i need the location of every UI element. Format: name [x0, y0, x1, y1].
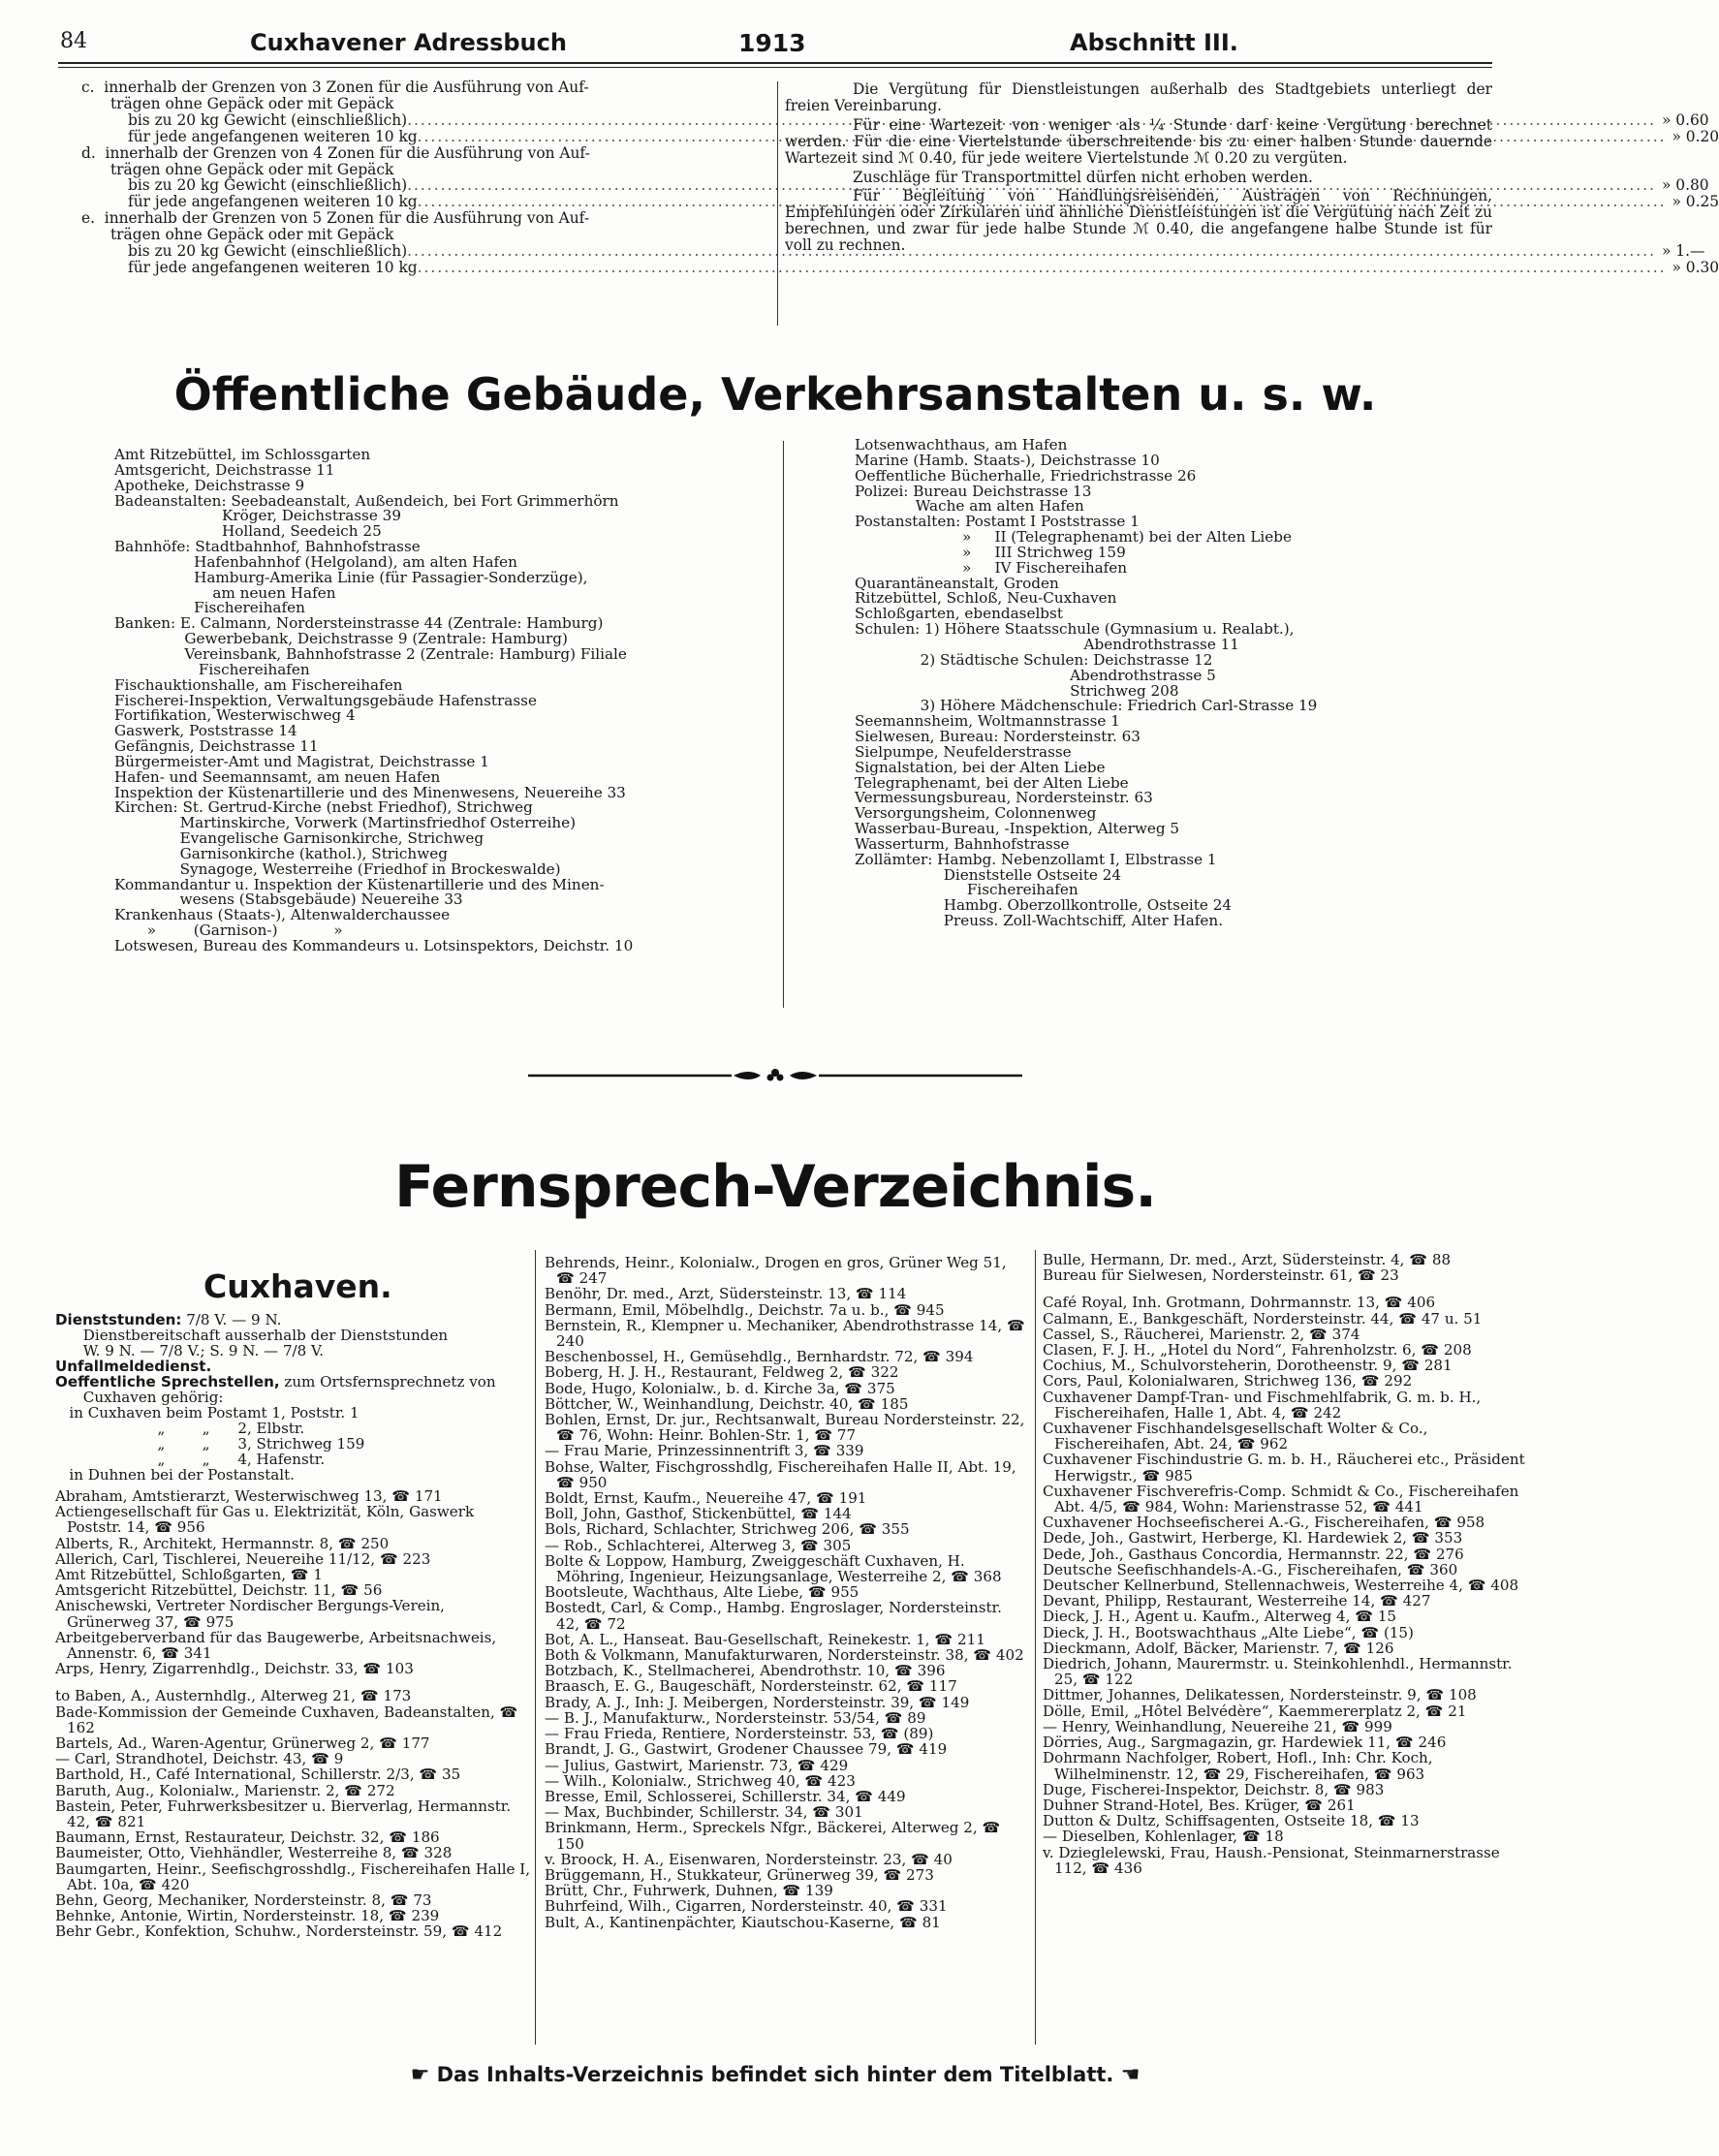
phone-entry: Cassel, S., Räucherei, Marienstr. 2, ☎ 374 [1043, 1325, 1360, 1343]
phone-entry: — Frau Frieda, Rentiere, Nordersteinstr. 53, ☎ (89) [545, 1725, 934, 1743]
building-entry: 3) Höhere Mädchenschule: Friedrich Carl-Strasse 19 [855, 697, 1318, 715]
building-entry: Kröger, Deichstrasse 39 [114, 507, 401, 525]
phone-intro-text: „ „ 2, Elbstr. [55, 1420, 305, 1437]
tariff-price-row [81, 193, 1719, 211]
phone-entry: — Max, Buchbinder, Schillerstr. 34, ☎ 301 [545, 1803, 863, 1822]
building-entry: Wache am alten Hafen [855, 497, 1084, 516]
building-entry: 2) Städtische Schulen: Deichstrasse 12 [855, 650, 1213, 669]
phone-entry: Boldt, Ernst, Kaufm., Neuereihe 47, ☎ 191 [545, 1489, 867, 1508]
column-divider [535, 1250, 536, 2045]
phone-intro-line [55, 1343, 532, 1359]
ornament-icon [528, 1069, 1022, 1082]
phone-entry: Behn, Georg, Mechaniker, Nordersteinstr. 8, ☎ 73 [55, 1891, 432, 1910]
phone-intro-line [55, 1405, 532, 1421]
phone-entry: Calmann, E., Bankgeschäft, Nordersteinstr. 44, ☎ 47 u. 51 [1043, 1309, 1483, 1328]
building-entry: Kirchen: St. Gertrud-Kirche (nebst Friedhof), Strichweg [114, 798, 533, 817]
building-entry: Hafenbahnhof (Helgoland), am alten Hafen [114, 552, 517, 571]
building-entry: Schulen: 1) Höhere Staatsschule (Gymnasium u. Realabt.), [855, 620, 1295, 639]
phone-entry: Dieck, J. H., Agent u. Kaufm., Alterweg 4, ☎ 15 [1043, 1608, 1397, 1626]
tariff-line: e. innerhalb der Grenzen von 5 Zonen für die Ausführung von Auf- [81, 209, 590, 228]
header-rule-thin [58, 67, 1492, 68]
phone-intro-text: in Duhnen bei der Postanstalt. [55, 1466, 295, 1484]
city-heading: Cuxhaven. [203, 1267, 392, 1305]
tariff-price: » 0.60 [1661, 110, 1709, 129]
phone-entry: to Baben, A., Austernhdlg., Alterweg 21, ☎ 173 [55, 1687, 412, 1705]
building-entry: Postanstalten: Postamt I Poststrasse 1 [855, 513, 1140, 531]
phone-entry: Cuxhavener Fischhandelsgesellschaft Wolter & Co., Fischereihafen, Abt. 24, ☎ 962 [1043, 1420, 1428, 1453]
phone-entry: v. Broock, H. A., Eisenwaren, Nordersteinstr. 23, ☎ 40 [545, 1850, 953, 1868]
phone-entry: Bulle, Hermann, Dr. med., Arzt, Südersteinstr. 4, ☎ 88 [1043, 1251, 1452, 1268]
building-entry: Abendrothstrasse 11 [855, 635, 1239, 653]
phone-entry: Bootsleute, Wachthaus, Alte Liebe, ☎ 955 [545, 1583, 860, 1602]
phone-intro-line [55, 1421, 532, 1436]
phone-entry: Cuxhavener Fischindustrie G. m. b. H., Räucherei etc., Präsident Herwigstr., ☎ 985 [1043, 1451, 1525, 1484]
phone-entry: Allerich, Carl, Tischlerei, Neuereihe 11/12, ☎ 223 [55, 1549, 431, 1568]
building-entry: Fischauktionshalle, am Fischereihafen [114, 675, 403, 694]
tariff-line: trägen ohne Gepäck oder mit Gepäck [110, 94, 394, 112]
phone-entry: — Rob., Schlachterei, Alterweg 3, ☎ 305 [545, 1536, 852, 1554]
phone-entry: v. Dzieglelewski, Frau, Haush.-Pensionat, Steinmarnerstrasse 112, ☎ 436 [1043, 1843, 1500, 1877]
building-entry: Seemannsheim, Woltmannstrasse 1 [855, 712, 1120, 731]
building-entry: Kommandantur u. Inspektion der Küstenartillerie und des Minen- [114, 875, 605, 893]
building-entry: Dienststelle Ostseite 24 [855, 865, 1122, 884]
tariff-notes [785, 81, 1492, 257]
building-entry: Fischereihafen [114, 599, 305, 617]
phone-entry: Boll, John, Gasthof, Stickenbüttel, ☎ 144 [545, 1505, 852, 1523]
tariff-paragraph: Die Vergütung für Dienstleistungen außerhalb des Stadtgebiets unterliegt der freien Vereinbarung. [785, 80, 1492, 114]
phone-intro [55, 1312, 532, 1483]
phone-entry: Bode, Hugo, Kolonialw., b. d. Kirche 3a, ☎ 375 [545, 1379, 895, 1397]
phone-intro-text: 7/8 V. — 9 N. [181, 1311, 282, 1328]
phone-entry: — Carl, Strandhotel, Deichstr. 43, ☎ 9 [55, 1750, 344, 1768]
phone-intro-line [55, 1359, 532, 1374]
phone-entry: Bohse, Walter, Fischgrosshdlg, Fischereihafen Halle II, Abt. 19, ☎ 950 [545, 1457, 1016, 1491]
phone-entry: Devant, Philipp, Restaurant, Westerreihe 14, ☎ 427 [1043, 1592, 1431, 1610]
phone-entry: Botzbach, K., Stellmacherei, Abendrothstr. 10, ☎ 396 [545, 1662, 946, 1680]
building-entry: Fortifikation, Westerwischweg 4 [114, 706, 356, 725]
phone-entry: — Wilh., Kolonialw., Strichweg 40, ☎ 423 [545, 1771, 856, 1790]
building-entry: Schloßgarten, ebendaselbst [855, 605, 1063, 623]
phone-entry: Bols, Richard, Schlachter, Strichweg 206, ☎ 355 [545, 1520, 910, 1539]
phone-entry: Bernstein, R., Klempner u. Mechaniker, Abendrothstrasse 14, ☎ 240 [545, 1316, 1025, 1351]
buildings-list-right [855, 438, 1514, 929]
building-entry: Signalstation, bei der Alten Liebe [855, 758, 1106, 776]
footer-note [0, 2063, 1550, 2087]
tariff-line: c. innerhalb der Grenzen von 3 Zonen für die Ausführung von Auf- [81, 78, 589, 96]
building-entry: Marine (Hamb. Staats-), Deichstrasse 10 [855, 451, 1160, 469]
phone-entry: Bostedt, Carl, & Comp., Hambg. Engroslager, Nordersteinstr. 42, ☎ 72 [545, 1599, 1002, 1633]
building-entry: Holland, Seedeich 25 [114, 522, 382, 541]
building-entry: Banken: E. Calmann, Nordersteinstrasse 44 (Zentrale: Hamburg) [114, 614, 604, 633]
building-entry: Sielpumpe, Neufelderstrasse [855, 742, 1072, 761]
building-entry: » II (Telegraphenamt) bei der Alten Liebe [855, 528, 1292, 547]
phone-entry: Bartels, Ad., Waren-Agentur, Grünerweg 2, ☎ 177 [55, 1734, 430, 1753]
building-entry: Vereinsbank, Bahnhofstrasse 2 (Zentrale: Hamburg) Filiale [114, 644, 627, 663]
building-entry: Evangelische Garnisonkirche, Strichweg [114, 829, 484, 848]
phone-intro-line [55, 1390, 532, 1405]
building-entry: Gaswerk, Poststrasse 14 [114, 722, 297, 740]
phone-column-3 [1043, 1252, 1531, 1876]
building-entry: Hafen- und Seemannsamt, am neuen Hafen [114, 767, 441, 786]
phone-entry: Böttcher, W., Weinhandlung, Deichstr. 40, ☎ 185 [545, 1394, 909, 1413]
phone-entry: Cochius, M., Schulvorsteherin, Dorotheenstr. 9, ☎ 281 [1043, 1357, 1453, 1375]
phone-entry: Actiengesellschaft für Gas u. Elektrizität, Köln, Gaswerk Poststr. 14, ☎ 956 [55, 1503, 475, 1537]
phone-entry: Both & Volkmann, Manufakturwaren, Nordersteinstr. 38, ☎ 402 [545, 1646, 1024, 1665]
phone-entry: Bastein, Peter, Fuhrwerksbesitzer u. Bierverlag, Hermannstr. 42, ☎ 821 [55, 1797, 512, 1831]
building-entry: Abendrothstrasse 5 [855, 666, 1216, 684]
building-entry: Wasserbau-Bureau, -Inspektion, Alterweg 5 [855, 820, 1180, 838]
phone-intro-text: in Cuxhaven beim Postamt 1, Poststr. 1 [55, 1404, 359, 1422]
phone-entry: Behnke, Antonie, Wirtin, Nordersteinstr. 18, ☎ 239 [55, 1907, 440, 1925]
tariff-price: » 0.80 [1661, 176, 1709, 195]
phone-entry: Baumann, Ernst, Restaurateur, Deichstr. 32, ☎ 186 [55, 1828, 440, 1847]
phone-entry: Alberts, R., Architekt, Hermannstr. 8, ☎ 250 [55, 1534, 390, 1552]
phone-entry: Brandt, J. G., Gastwirt, Grodener Chaussee 79, ☎ 419 [545, 1740, 948, 1759]
phone-entry: Dutton & Dultz, Schiffsagenten, Ostseite 18, ☎ 13 [1043, 1812, 1420, 1830]
phone-entry: Brüggemann, H., Stukkateur, Grünerweg 39, ☎ 273 [545, 1865, 934, 1884]
phone-entry: Beschenbossel, H., Gemüsehdlg., Bernhardstr. 72, ☎ 394 [545, 1348, 974, 1366]
column-divider [1035, 1250, 1036, 2045]
building-entry: Sielwesen, Bureau: Nordersteinstr. 63 [855, 728, 1141, 746]
building-entry: Quarantäneanstalt, Groden [855, 574, 1059, 592]
building-entry: Zollämter: Hambg. Nebenzollamt I, Elbstrasse 1 [855, 850, 1217, 868]
column-divider [783, 441, 784, 1008]
pointing-hand-icon: ☛ [410, 2063, 430, 2087]
building-entry: Vermessungsbureau, Nordersteinstr. 63 [855, 789, 1153, 807]
phone-entry: Arbeitgeberverband für das Baugewerbe, Arbeitsnachweis, Annenstr. 6, ☎ 341 [55, 1628, 497, 1663]
phone-entry: — Dieselben, Kohlenlager, ☎ 18 [1043, 1828, 1284, 1846]
section-heading-phone: Fernsprech-Verzeichnis. [393, 1153, 1156, 1221]
section-heading-buildings: Öffentliche Gebäude, Verkehrsanstalten u. s. w. [173, 368, 1377, 421]
tariff-line: d. innerhalb der Grenzen von 4 Zonen für die Ausführung von Auf- [81, 143, 590, 162]
phone-entry: Deutsche Seefischhandels-A.-G., Fischereihafen, ☎ 360 [1043, 1560, 1458, 1578]
page-number: 84 [60, 29, 87, 53]
tariff-label: bis zu 20 kg Gewicht (einschließlich) [128, 176, 408, 195]
phone-entry: Dörries, Aug., Sargmagazin, gr. Hardewiek 11, ☎ 246 [1043, 1734, 1447, 1752]
phone-intro-label: Unfallmeldedienst. [55, 1358, 212, 1375]
phone-entry: Dede, Joh., Gasthaus Concordia, Hermannstr. 22, ☎ 276 [1043, 1545, 1464, 1563]
building-entry: Polizei: Bureau Deichstrasse 13 [855, 482, 1092, 500]
phone-entry: Bolte & Loppow, Hamburg, Zweiggeschäft Cuxhaven, H. Möhring, Ingenieur, Heizungsanlage, Westerreihe 2, ☎ 368 [545, 1551, 1002, 1586]
building-entry: Oeffentliche Bücherhalle, Friedrichstrasse 26 [855, 466, 1197, 484]
phone-entry: Baumeister, Otto, Viehhändler, Westerreihe 8, ☎ 328 [55, 1844, 453, 1862]
building-entry: Wasserturm, Bahnhofstrasse [855, 834, 1070, 853]
pointing-hand-icon: ☚ [1120, 2063, 1141, 2087]
phone-entry: — Frau Marie, Prinzessinnentrift 3, ☎ 339 [545, 1442, 864, 1460]
phone-intro-text: zum Ortsfernsprechnetz von [279, 1373, 496, 1390]
phone-intro-text: „ „ 3, Strichweg 159 [55, 1435, 365, 1453]
phone-entry: Bermann, Emil, Möbelhdlg., Deichstr. 7a u. b., ☎ 945 [545, 1300, 945, 1319]
phone-entry: Brinkmann, Herm., Spreckels Nfgr., Bäckerei, Alterweg 2, ☎ 150 [545, 1819, 1001, 1853]
phone-entry: Baruth, Aug., Kolonialw., Marienstr. 2, ☎ 272 [55, 1781, 395, 1799]
building-entry: Preuss. Zoll-Wachtschiff, Alter Hafen. [855, 912, 1224, 930]
phone-entry: Cuxhavener Fischverefris-Comp. Schmidt & Co., Fischereihafen Abt. 4/5, ☎ 984, Wohn: Marienstrasse 52, ☎ 441 [1043, 1482, 1519, 1516]
phone-entry: — B. J., Manufakturw., Nordersteinstr. 53/54, ☎ 89 [545, 1708, 926, 1727]
phone-entry: Bot, A. L., Hanseat. Bau-Gesellschaft, Reinekestr. 1, ☎ 211 [545, 1630, 985, 1648]
phone-entry: Braasch, E. G., Baugeschäft, Nordersteinstr. 62, ☎ 117 [545, 1677, 957, 1696]
tariff-label: für jede angefangenen weiteren 10 kg [128, 258, 418, 276]
phone-entry: Buhrfeind, Wilh., Cigarren, Nordersteinstr. 40, ☎ 331 [545, 1897, 948, 1916]
phone-intro-line [55, 1328, 532, 1343]
tariff-price: » 0.20 [1672, 127, 1719, 145]
phone-entry: Dieck, J. H., Bootswachthaus „Alte Liebe“, ☎ (15) [1043, 1623, 1414, 1641]
building-entry: Strichweg 208 [855, 681, 1179, 700]
phone-intro-label: Dienststunden: [55, 1311, 182, 1328]
phone-entry: Abraham, Amtstierarzt, Westerwischweg 13, ☎ 171 [55, 1487, 443, 1505]
phone-entry: Dölle, Emil, „Hôtel Belvédère“, Kaemmererplatz 2, ☎ 21 [1043, 1702, 1467, 1720]
phone-entry: Bureau für Sielwesen, Nordersteinstr. 61, ☎ 23 [1043, 1266, 1399, 1285]
tariff-label: für jede angefangenen weiteren 10 kg [128, 127, 418, 145]
building-entry: Ritzebüttel, Schloß, Neu-Cuxhaven [855, 589, 1117, 608]
phone-entry: Baumgarten, Heinr., Seefischgrosshdlg., Fischereihafen Halle I, Abt. 10a, ☎ 420 [55, 1859, 531, 1893]
phone-intro-text: W. 9 N. — 7/8 V.; S. 9 N. — 7/8 V. [55, 1342, 325, 1359]
building-entry: Fischereihafen [114, 660, 310, 678]
phone-entry: Dieckmann, Adolf, Bäcker, Marienstr. 7, ☎ 126 [1043, 1639, 1394, 1657]
running-title: Cuxhavener Adressbuch [250, 29, 567, 56]
running-year: 1913 [738, 29, 806, 57]
phone-entry: Brady, A. J., Inh: J. Meibergen, Nordersteinstr. 39, ☎ 149 [545, 1693, 970, 1711]
building-entry: Lotsenwachthaus, am Hafen [855, 436, 1068, 453]
phone-column-1 [55, 1488, 532, 1940]
tariff-line: trägen ohne Gepäck oder mit Gepäck [110, 160, 394, 178]
tariff-price-row [81, 127, 1719, 145]
phone-entry: Behr Gebr., Konfektion, Schuhw., Nordersteinstr. 59, ☎ 412 [55, 1922, 503, 1941]
phone-entry: Benöhr, Dr. med., Arzt, Südersteinstr. 13, ☎ 114 [545, 1285, 907, 1303]
building-entry: » III Strichweg 159 [855, 543, 1126, 561]
tariff-label: bis zu 20 kg Gewicht (einschließlich) [128, 110, 408, 129]
building-entry: Fischereihafen [855, 881, 1078, 899]
building-entry: Inspektion der Küstenartillerie und des Minenwesens, Neuereihe 33 [114, 783, 626, 801]
phone-entry: Cuxhavener Hochseefischerei A.-G., Fischereihafen, ☎ 958 [1043, 1514, 1485, 1532]
phone-entry: Boberg, H. J. H., Restaurant, Feldweg 2, ☎ 322 [545, 1363, 899, 1382]
running-section: Abschnitt III. [1070, 29, 1238, 56]
building-entry: Badeanstalten: Seebadeanstalt, Außendeich, bei Fort Grimmerhörn [114, 491, 619, 510]
tariff-paragraph: Für eine Wartezeit von weniger als ¼ Stunde darf keine Vergütung berechnet werden. Für die eine Viertelstunde überschreitende bis zu einer halben Stunde dauernde Wartezeit sind ℳ 0.40, für jede weitere Viertelstunde ℳ 0.20 zu vergüten. [785, 115, 1492, 167]
building-entry: Krankenhaus (Staats-), Altenwalderchaussee [114, 906, 451, 924]
tariff-label: für jede angefangenen weiteren 10 kg [128, 193, 418, 211]
building-entry: » (Garnison-) » [114, 922, 343, 940]
building-entry: Telegraphenamt, bei der Alten Liebe [855, 773, 1129, 792]
footer-text: Das Inhalts-Verzeichnis befindet sich hinter dem Titelblatt. [436, 2063, 1114, 2086]
tariff-paragraph: Zuschläge für Transportmittel dürfen nicht erhoben werden. [853, 168, 1313, 186]
phone-intro-line [55, 1312, 532, 1328]
tariff-price-row [81, 242, 1705, 261]
building-entry: Bürgermeister-Amt und Magistrat, Deichstrasse 1 [114, 752, 489, 770]
phone-entry: Brütt, Chr., Fuhrwerk, Duhnen, ☎ 139 [545, 1882, 833, 1900]
building-entry: » IV Fischereihafen [855, 558, 1128, 577]
phone-entry: Bohlen, Ernst, Dr. jur., Rechtsanwalt, Bureau Nordersteinstr. 22, ☎ 76, Wohn: Heinr. Bohlen-Str. 1, ☎ 77 [545, 1411, 1025, 1445]
tariff-price: » 0.30 [1672, 258, 1719, 276]
phone-column-2 [545, 1255, 1029, 1930]
phone-entry: Barthold, H., Café International, Schillerstr. 2/3, ☎ 35 [55, 1765, 461, 1784]
building-entry: Lotswesen, Bureau des Kommandeurs u. Lotsinspektors, Deichstr. 10 [114, 937, 634, 954]
building-entry: Gefängnis, Deichstrasse 11 [114, 737, 319, 756]
phone-intro-line [55, 1467, 532, 1483]
tariff-price-row [81, 258, 1719, 276]
phone-intro-text: Cuxhaven gehörig: [55, 1389, 224, 1406]
phone-entry: Diedrich, Johann, Maurermstr. u. Steinkohlenhdl., Hermannstr. 25, ☎ 122 [1043, 1655, 1513, 1689]
building-entry: Fischerei-Inspektion, Verwaltungsgebäude Hafenstrasse [114, 691, 537, 709]
phone-entry: Bade-Kommission der Gemeinde Cuxhaven, Badeanstalten, ☎ 162 [55, 1703, 518, 1736]
phone-entry: Amt Ritzebüttel, Schloßgarten, ☎ 1 [55, 1566, 323, 1584]
building-entry: am neuen Hafen [114, 583, 336, 602]
building-entry: Apotheke, Deichstrasse 9 [114, 476, 305, 494]
tariff-price: » 0.25 [1672, 193, 1719, 211]
phone-entry: Dittmer, Johannes, Delikatessen, Nordersteinstr. 9, ☎ 108 [1043, 1686, 1477, 1704]
phone-entry: Amtsgericht Ritzebüttel, Deichstr. 11, ☎ 56 [55, 1581, 383, 1600]
tariff-price: » 1.— [1661, 242, 1705, 261]
phone-intro-text: Dienstbereitschaft ausserhalb der Dienststunden [55, 1327, 449, 1344]
building-entry: Amtsgericht, Deichstrasse 11 [114, 460, 335, 479]
phone-entry: Cuxhavener Dampf-Tran- und Fischmehlfabrik, G. m. b. H., Fischereihafen, Halle 1, Abt. 4, ☎ 242 [1043, 1388, 1482, 1422]
building-entry: Martinskirche, Vorwerk (Martinsfriedhof Osterreihe) [114, 814, 577, 832]
phone-entry: Dede, Joh., Gastwirt, Herberge, Kl. Hardewiek 2, ☎ 353 [1043, 1529, 1463, 1547]
phone-entry: Arps, Henry, Zigarrenhdlg., Deichstr. 33, ☎ 103 [55, 1660, 414, 1678]
tariff-label: bis zu 20 kg Gewicht (einschließlich) [128, 242, 408, 261]
building-entry: wesens (Stabsgebäude) Neuereihe 33 [114, 891, 463, 909]
tariff-paragraph: Für Begleitung von Handlungsreisenden, Austragen von Rechnungen, Empfehlungen oder Zirkularen und ähnliche Dienstleistungen ist die Vergütung nach Zeit zu berechnen, und zwar für jede halbe Stunde ℳ 0.40, die angefangene halbe Stunde ist für voll zu rechnen. [785, 187, 1492, 255]
building-entry: Hambg. Oberzollkontrolle, Ostseite 24 [855, 896, 1233, 915]
phone-intro-label: Oeffentliche Sprechstellen, [55, 1373, 280, 1390]
phone-entry: Duhner Strand-Hotel, Bes. Krüger, ☎ 261 [1043, 1796, 1356, 1814]
phone-intro-text: „ „ 4, Hafenstr. [55, 1451, 326, 1468]
phone-entry: Duge, Fischerei-Inspektor, Deichstr. 8, ☎ 983 [1043, 1780, 1385, 1798]
building-entry: Bahnhöfe: Stadtbahnhof, Bahnhofstrasse [114, 538, 421, 556]
building-entry: Garnisonkirche (kathol.), Strichweg [114, 844, 448, 862]
phone-intro-line [55, 1452, 532, 1467]
phone-entry: Cors, Paul, Kolonialwaren, Strichweg 136, ☎ 292 [1043, 1372, 1413, 1390]
tariff-price-row [81, 110, 1709, 129]
ornament-divider [528, 1068, 1022, 1081]
header-rule [58, 62, 1492, 64]
phone-entry: Bresse, Emil, Schlosserei, Schillerstr. 34, ☎ 449 [545, 1787, 906, 1805]
building-entry: Gewerbebank, Deichstrasse 9 (Zentrale: Hamburg) [114, 630, 568, 648]
buildings-list-left [114, 448, 783, 954]
phone-entry: Anischewski, Vertreter Nordischer Bergungs-Verein, Grünerweg 37, ☎ 975 [55, 1597, 445, 1631]
building-entry: Hamburg-Amerika Linie (für Passagier-Sonderzüge), [114, 568, 588, 586]
phone-intro-line [55, 1436, 532, 1452]
building-entry: Synagoge, Westerreihe (Friedhof in Brockeswalde) [114, 859, 561, 878]
column-divider [777, 81, 778, 326]
leader-dots [418, 260, 1667, 276]
phone-entry: Behrends, Heinr., Kolonialw., Drogen en gros, Grüner Weg 51, ☎ 247 [545, 1254, 1007, 1288]
phone-entry: — Julius, Gastwirt, Marienstr. 73, ☎ 429 [545, 1756, 849, 1774]
building-entry: Versorgungsheim, Colonnenweg [855, 804, 1097, 823]
phone-entry: Dohrmann Nachfolger, Robert, Hofl., Inh: Chr. Koch, Wilhelminenstr. 12, ☎ 29, Fischereihafen, ☎ 963 [1043, 1749, 1433, 1783]
building-entry: Amt Ritzebüttel, im Schlossgarten [114, 446, 371, 463]
tariff-line: trägen ohne Gepäck oder mit Gepäck [110, 226, 394, 244]
phone-entry: Deutscher Kellnerbund, Stellennachweis, Westerreihe 4, ☎ 408 [1043, 1577, 1519, 1595]
phone-entry: Café Royal, Inh. Grotmann, Dohrmannstr. 13, ☎ 406 [1043, 1294, 1436, 1312]
phone-entry: — Henry, Weinhandlung, Neuereihe 21, ☎ 999 [1043, 1717, 1392, 1735]
phone-entry: Clasen, F. J. H., „Hotel du Nord“, Fahrenholzstr. 6, ☎ 208 [1043, 1341, 1472, 1359]
phone-intro-line [55, 1374, 532, 1390]
phone-entry: Bult, A., Kantinenpächter, Kiautschou-Kaserne, ☎ 81 [545, 1913, 941, 1931]
